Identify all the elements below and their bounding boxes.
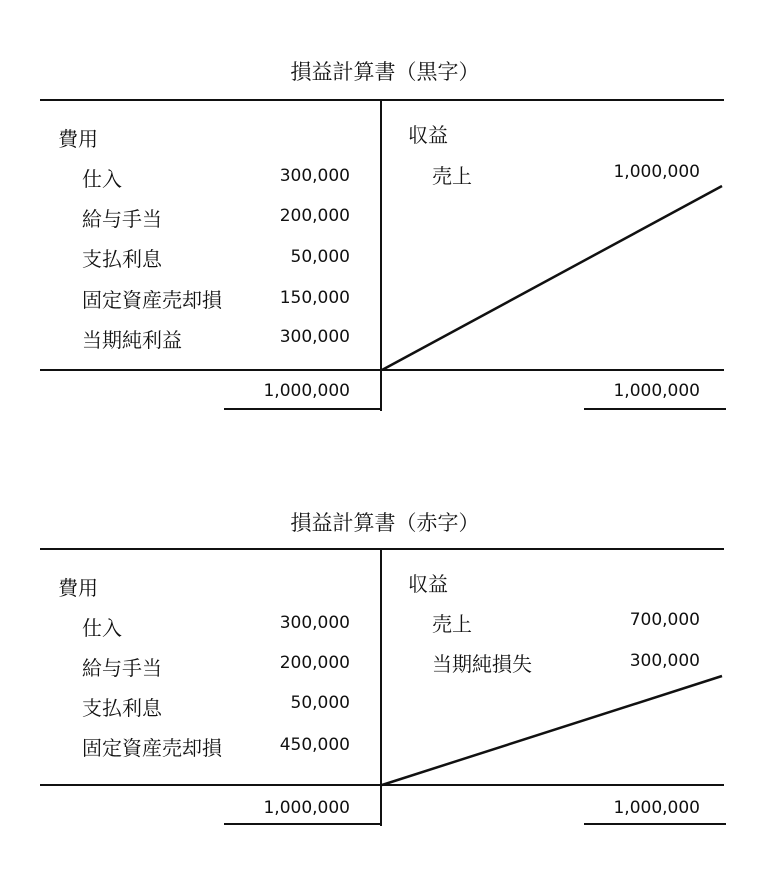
revenue-amount-sales: 1,000,000: [613, 162, 700, 182]
revenue-label-net-loss: 当期純損失: [432, 652, 532, 676]
expense-amount-interest: 50,000: [290, 693, 350, 713]
expense-label-purchases: 仕入: [82, 167, 122, 191]
expense-amount-asset-loss: 150,000: [279, 288, 350, 308]
expense-header: 費用: [58, 576, 98, 600]
revenue-header: 収益: [408, 123, 448, 147]
statement-title: 損益計算書（黒字）: [290, 60, 480, 84]
total-right: 1,000,000: [613, 381, 700, 401]
expense-label-purchases: 仕入: [82, 616, 122, 640]
revenue-amount-sales: 700,000: [629, 610, 700, 630]
expense-label-interest: 支払利息: [82, 247, 162, 271]
total-left: 1,000,000: [263, 381, 350, 401]
expense-amount-salaries: 200,000: [279, 206, 350, 226]
expense-amount-purchases: 300,000: [279, 613, 350, 633]
total-left: 1,000,000: [263, 798, 350, 818]
expense-amount-interest: 50,000: [290, 247, 350, 267]
total-right: 1,000,000: [613, 798, 700, 818]
revenue-amount-net-loss: 300,000: [629, 651, 700, 671]
expense-amount-asset-loss: 450,000: [279, 735, 350, 755]
expense-label-salaries: 給与手当: [82, 656, 162, 680]
expense-amount-net-income: 300,000: [279, 327, 350, 347]
expense-header: 費用: [58, 127, 98, 151]
revenue-header: 収益: [408, 572, 448, 596]
expense-label-salaries: 給与手当: [82, 207, 162, 231]
statement-title: 損益計算書（赤字）: [290, 511, 480, 535]
expense-label-interest: 支払利息: [82, 696, 162, 720]
expense-label-asset-loss: 固定資産売却損: [82, 288, 222, 312]
revenue-label-sales: 売上: [432, 612, 472, 636]
expense-label-asset-loss: 固定資産売却損: [82, 736, 222, 760]
expense-amount-purchases: 300,000: [279, 166, 350, 186]
revenue-label-sales: 売上: [432, 164, 472, 188]
expense-label-net-income: 当期純利益: [82, 328, 182, 352]
expense-amount-salaries: 200,000: [279, 653, 350, 673]
